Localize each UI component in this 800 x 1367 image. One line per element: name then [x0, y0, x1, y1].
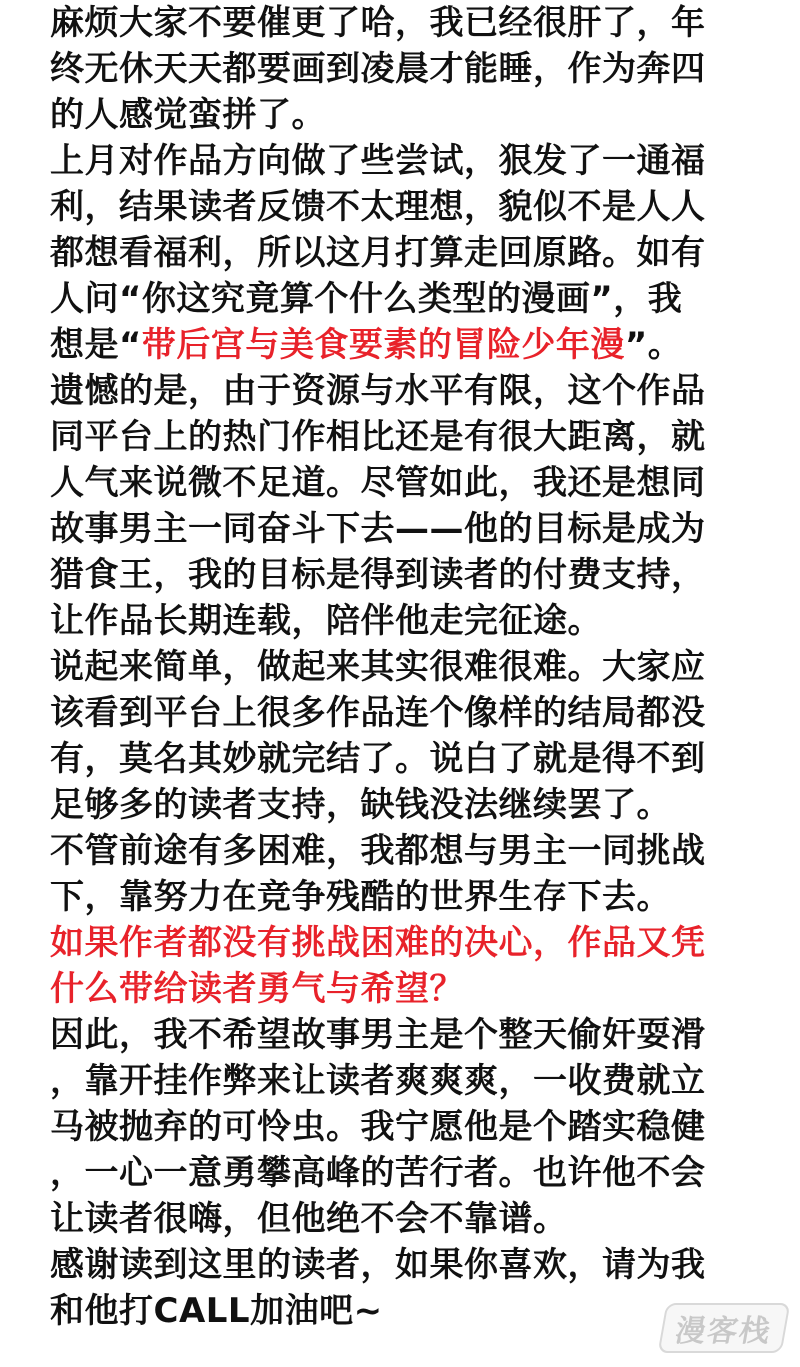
- note-line: [50, 322, 750, 368]
- note-line: 人问“你这究竟算个什么类型的漫画”，我: [50, 279, 683, 319]
- note-line: 故事男主一同奋斗下去——他的目标是成为: [50, 509, 706, 549]
- note-line: 说起来简单，做起来其实很难很难。大家应: [50, 647, 706, 687]
- note-line: 麻烦大家不要催更了哈，我已经很肝了，年: [50, 3, 706, 43]
- note-line: 什么带给读者勇气与希望？: [50, 969, 464, 1009]
- note-line: 如果作者都没有挑战困难的决心，作品又凭: [50, 923, 706, 963]
- note-line: 马被抛弃的可怜虫。我宁愿他是个踏实稳健: [50, 1107, 706, 1147]
- note-line: 因此，我不希望故事男主是个整天偷奸耍滑: [50, 1015, 706, 1055]
- note-line: 终无休天天都要画到凌晨才能睡，作为奔四: [50, 49, 706, 89]
- watermark-text: 漫客栈: [672, 1314, 775, 1349]
- note-line: 利，结果读者反馈不太理想，貌似不是人人: [50, 187, 706, 227]
- note-line: ，靠开挂作弊来让读者爽爽爽，一收费就立: [50, 1061, 706, 1101]
- author-note: [50, 0, 750, 1334]
- note-line: 遗憾的是，由于资源与水平有限，这个作品: [50, 371, 706, 411]
- note-line: 和他打CALL加油吧~: [50, 1291, 383, 1331]
- note-line: 都想看福利，所以这月打算走回原路。如有: [50, 233, 706, 273]
- note-line: ，一心一意勇攀高峰的苦行者。也许他不会: [50, 1153, 706, 1193]
- note-line: 猎食王，我的目标是得到读者的付费支持，: [50, 555, 706, 595]
- note-line: 让读者很嗨，但他绝不会不靠谱。: [50, 1199, 568, 1239]
- note-line: 感谢读到这里的读者，如果你喜欢，请为我: [50, 1245, 706, 1285]
- note-line: 有，莫名其妙就完结了。说白了就是得不到: [50, 739, 706, 779]
- note-line: 的人感觉蛮拼了。: [50, 95, 326, 135]
- note-line: 让作品长期连载，陪伴他走完征途。: [50, 601, 602, 641]
- note-line: 该看到平台上很多作品连个像样的结局都没: [50, 693, 706, 733]
- note-line: 同平台上的热门作相比还是有很大距离，就: [50, 417, 706, 457]
- note-line: 不管前途有多困难，我都想与男主一同挑战: [50, 831, 706, 871]
- note-line: 下，靠努力在竞争残酷的世界生存下去。: [50, 877, 671, 917]
- note-line: 足够多的读者支持，缺钱没法继续罢了。: [50, 785, 671, 825]
- highlight-phrase: 带后宫与美食要素的冒险少年漫: [141, 325, 625, 365]
- watermark-logo: [658, 1303, 791, 1353]
- note-line: 上月对作品方向做了些尝试，狠发了一通福: [50, 141, 706, 181]
- line-segment: ”。: [624, 325, 683, 365]
- line-segment: 想是“: [50, 325, 142, 365]
- note-line: 人气来说微不足道。尽管如此，我还是想同: [50, 463, 706, 503]
